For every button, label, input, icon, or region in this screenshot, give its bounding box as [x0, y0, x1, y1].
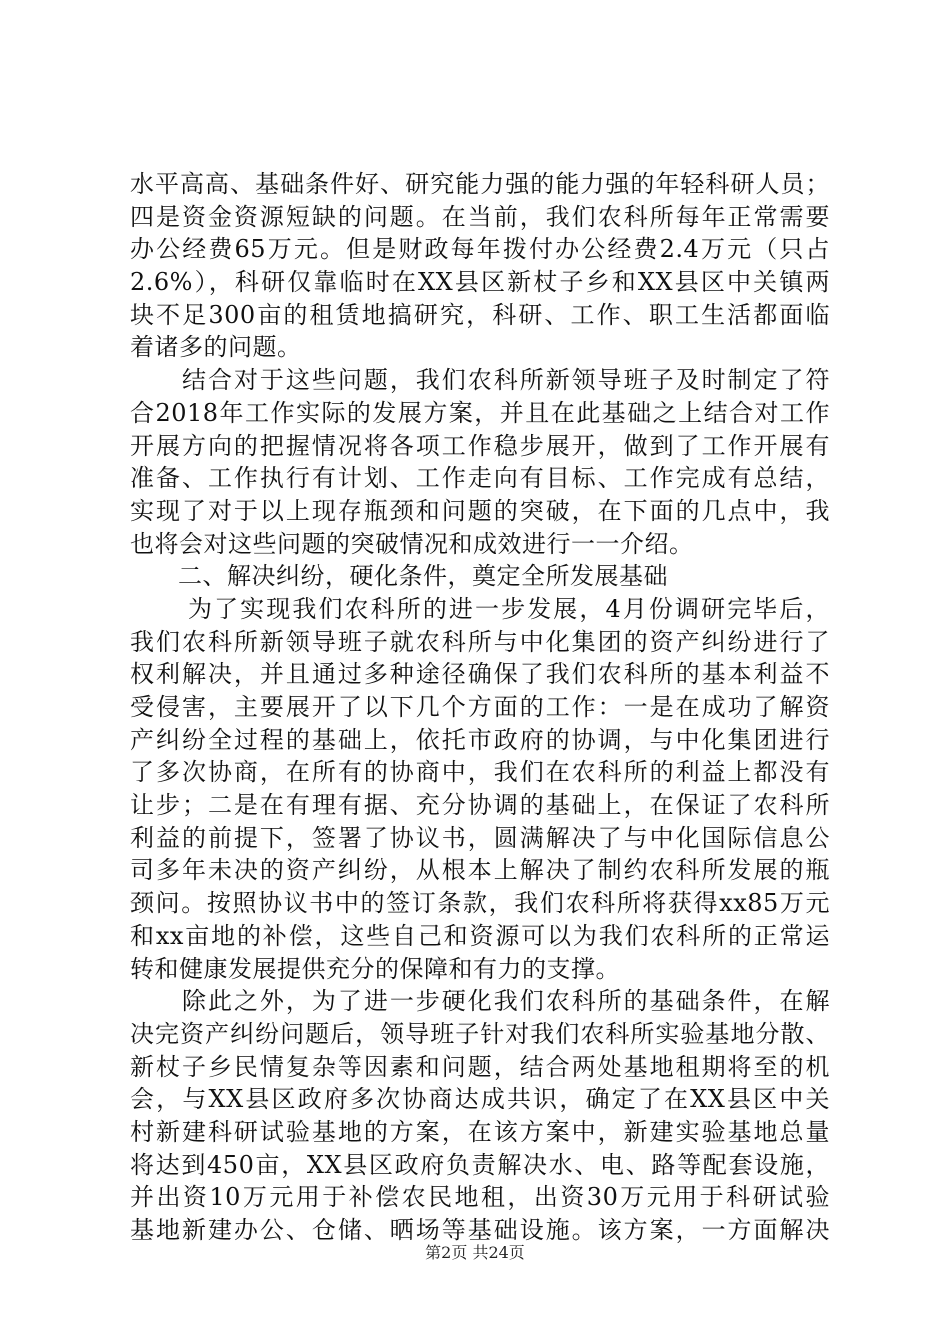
text-line: 基地新建办公、仓储、晒场等基础设施。该方案，一方面解决: [130, 1216, 830, 1244]
text-line: 权利解决，并且通过多种途径确保了我们农科所的基本利益不: [130, 660, 830, 689]
text-line: 实现了对于以上现存瓶颈和问题的突破，在下面的几点中，我: [130, 496, 830, 525]
text-line: 合2018年工作实际的发展方案，并且在此基础之上结合对工作: [130, 398, 830, 427]
text-line: 和xx亩地的补偿，这些自己和资源可以为我们农科所的正常运: [130, 921, 830, 950]
text-line: 了多次协商，在所有的协商中，我们在农科所的利益上都没有: [130, 758, 830, 787]
text-line: 准备、工作执行有计划、工作走向有目标、工作完成有总结，: [130, 464, 830, 493]
text-line: 会，与XX县区政府多次协商达成共识，确定了在XX县区中关: [130, 1085, 830, 1114]
text-line: 也将会对这些问题的突破情况和成效进行一一介绍。: [130, 529, 694, 558]
text-line: 决完资产纠纷问题后，领导班子针对我们农科所实验基地分散、: [130, 1019, 830, 1048]
text-line: 二、解决纠纷，硬化条件，奠定全所发展基础: [178, 562, 668, 591]
text-line: 着诸多的问题。: [130, 333, 302, 362]
text-line: 将达到450亩，XX县区政府负责解决水、电、路等配套设施，: [130, 1150, 830, 1179]
text-line: 利益的前提下，签署了协议书，圆满解决了与中化国际信息公: [130, 823, 830, 852]
text-line: 除此之外，为了进一步硬化我们农科所的基础条件，在解: [182, 987, 830, 1016]
text-line: 办公经费65万元。但是财政每年拨付办公经费2.4万元（只占: [130, 235, 830, 264]
text-line: 转和健康发展提供充分的保障和有力的支撑。: [130, 954, 620, 983]
text-line: 块不足300亩的租赁地搞研究，科研、工作、职工生活都面临: [130, 300, 830, 329]
text-line: 四是资金资源短缺的问题。在当前，我们农科所每年正常需要: [130, 202, 830, 231]
text-line: 村新建科研试验基地的方案，在该方案中，新建实验基地总量: [130, 1117, 830, 1146]
text-line: 新杖子乡民情复杂等因素和问题，结合两处基地租期将至的机: [130, 1052, 830, 1081]
page-footer: 第2页 共24页: [425, 1243, 525, 1262]
text-line: 让步；二是在有理有据、充分协调的基础上，在保证了农科所: [130, 791, 830, 820]
text-line: 受侵害，主要展开了以下几个方面的工作：一是在成功了解资: [130, 693, 830, 721]
text-line: 颈问。按照协议书中的签订条款，我们农科所将获得xx85万元: [130, 889, 830, 918]
text-line: 结合对于这些问题，我们农科所新领导班子及时制定了符: [182, 366, 830, 395]
text-line: 水平高高、基础条件好、研究能力强的能力强的年轻科研人员；: [130, 170, 830, 198]
text-line: 开展方向的把握情况将各项工作稳步展开，做到了工作开展有: [130, 431, 830, 460]
text-line: 为了实现我们农科所的进一步发展，4月份调研完毕后，: [188, 594, 830, 623]
text-line: 产纠纷全过程的基础上，依托市政府的协调，与中化集团进行: [130, 725, 830, 754]
text-line: 我们农科所新领导班子就农科所与中化集团的资产纠纷进行了: [130, 627, 830, 656]
text-line: 2.6%），科研仅靠临时在XX县区新杖子乡和XX县区中关镇两: [130, 268, 830, 297]
text-line: 司多年未决的资产纠纷，从根本上解决了制约农科所发展的瓶: [130, 856, 830, 885]
text-line: 并出资10万元用于补偿农民地租，出资30万元用于科研试验: [130, 1183, 830, 1212]
document-body: [130, 168, 830, 1247]
